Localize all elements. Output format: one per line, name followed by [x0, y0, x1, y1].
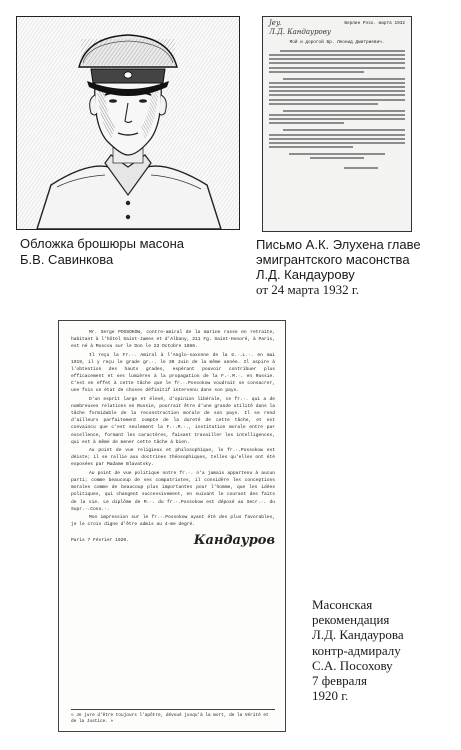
- letter-paragraph: Mr. Serge POSSOKOW, contre-amiral de la marine russe en retraite, habitant à l'hôtel Saint-James et d'Albany, 211 Fg. Saint-Honoré, à Paris, est né à Moscou sur le Don le 23 Octobre 1866.: [71, 330, 275, 350]
- portrait-caption: [20, 236, 240, 268]
- letter-footnote: « Je jure d'être toujours l'apôtre, dévoué jusqu'à la mort, de la Vérité et de la Justice. »: [71, 709, 275, 725]
- portrait-illustration: [16, 16, 240, 230]
- caption-line: С.А. Посохову: [312, 657, 393, 673]
- caption-line: рекомендация: [312, 612, 390, 628]
- recommendation-caption: [312, 597, 452, 703]
- caption-line: Л.Д. Кандаурову: [256, 267, 355, 282]
- letter-place-date: Paris 7 Février 1920.: [71, 537, 129, 543]
- recommendation-letter-image: [58, 320, 286, 732]
- caption-line: Л.Д. Кандаурова: [312, 627, 404, 643]
- handwritten-mark: Jey.: [269, 19, 282, 27]
- letter-date: Берлин Рэзх. марта 1932: [344, 21, 405, 26]
- handwritten-signature: Кандауров: [193, 532, 275, 548]
- caption-line: Б.В. Савинкова: [20, 252, 114, 267]
- letter-paragraph: Au point de vue politique notre fr.·. n'a jamais appartenu à aucun parti; comme beaucoup de ses compatriotes, il considère les conceptions morales comme de beaucoup plus importantes pour l'homme, que les idées politiques, qui changent successivement, en suivant le courant des faits de la vie. Le diplôme de M.·. du fr.·.Possokow est déposé au Secr.·. du Supr.·.Cons.·.: [71, 471, 275, 512]
- letter-addressee: Л.Д. Кандаурову: [269, 27, 331, 36]
- letter-elukhen-caption: [256, 237, 456, 297]
- letter-paragraph: Il reçu la Fr.·. Amiral à l'Anglo-saxonne de la G.·.L.·. en mai 1919, il y reçu le grade gr.·. le 30 Juin de la même année. Il aspire à l'obtention des hauts grades, espérant pouvoir contribuer plus efficacement et ses lumières à la propagation de la F.·.M.·. en Russie. C'est en effet à cette tâche que le fr.·.Possokow voudrait se consacrer, une fois un état de choses définitif intervenu dans son pays.: [71, 352, 275, 394]
- letter-paragraph: Mon impression sur le fr.·.Possokow ayant été des plus favorables, je le crois digne d'être admis au 4-me degré.: [71, 515, 275, 528]
- letter-body-lines: [269, 50, 405, 170]
- letter-salutation: Мой и дорогой Бр. Леонид Дмитриевич.: [289, 40, 385, 46]
- letter-paragraph: D'un esprit large et élevé, d'opinion libérale, ce fr.·. qui a de nombreuses relations en Russie, pourrait être d'une grande utilité dans la tâche formidable de la reconstruction morale de son pays. Il se rend d'ailleurs parfaitement compte de la dureté de cette tâche, et est convaincu que c'est seulement la F.·.M.·., institution morale entre par excellence, formant les caractères, faisant travailler les intelligences, qui est à même de mener cette tâche à bien.: [71, 397, 275, 445]
- letter-elukhen-image: [262, 16, 412, 232]
- letter-paragraph: Au point de vue religieux et philosophique, le fr.·.Possokow est déiste; il se rallie aux doctrines théosophiques, telles qu'elles ont été exposées par Madame Blavatsky.: [71, 448, 275, 468]
- caption-line: 7 февраля: [312, 673, 367, 689]
- caption-line: контр-адмиралу: [312, 642, 401, 658]
- caption-line: Масонская: [312, 597, 373, 612]
- caption-line: эмигрантского масонства: [256, 252, 410, 267]
- caption-line: 1920 г.: [312, 688, 349, 704]
- caption-line: Обложка брошюры масона: [20, 236, 185, 251]
- caption-line: Письмо А.К. Элухена главе: [256, 237, 421, 252]
- caption-line: от 24 марта 1932 г.: [256, 282, 359, 297]
